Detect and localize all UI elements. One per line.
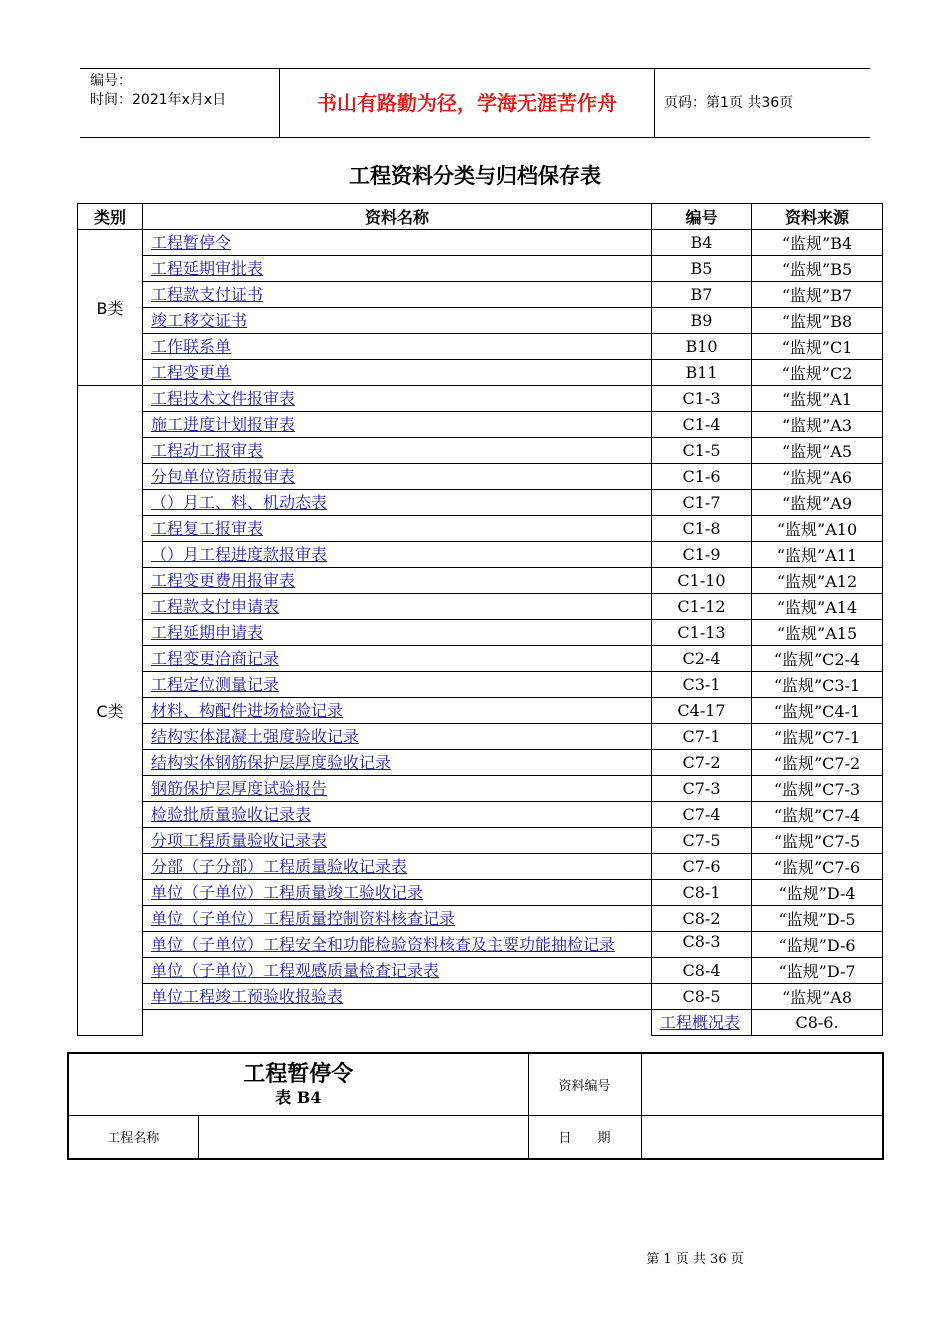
- document-title: 工程资料分类与归档保存表: [349, 164, 601, 188]
- form-info-row: [68, 1115, 883, 1159]
- row-code: B9: [652, 308, 752, 334]
- row-source: “监规”A6: [752, 464, 883, 490]
- row-source: “监规”A8: [752, 984, 883, 1010]
- row-name-cell: [652, 1010, 752, 1036]
- row-code: C7-2: [652, 750, 752, 776]
- category-b: B类: [78, 230, 143, 386]
- row-source: “监规”A14: [752, 594, 883, 620]
- row-name-link[interactable]: 工作联系单: [151, 337, 232, 356]
- row-name-link[interactable]: 工程概况表: [660, 1013, 741, 1032]
- table-row: [78, 490, 883, 516]
- doc-no-label: 资料编号: [528, 1053, 641, 1115]
- row-name-link[interactable]: 分项工程质量验收记录表: [151, 831, 328, 850]
- table-row: [78, 464, 883, 490]
- row-name-cell: [143, 568, 652, 594]
- table-row: [78, 984, 883, 1010]
- date-label: 日 期: [528, 1115, 641, 1159]
- row-name-link[interactable]: 工程技术文件报审表: [151, 389, 296, 408]
- row-name-cell: [143, 542, 652, 568]
- form-title-cell: [68, 1053, 528, 1115]
- row-name-link[interactable]: 工程款支付证书: [151, 285, 264, 304]
- row-name-cell: [143, 854, 652, 880]
- table-row: [78, 958, 883, 984]
- row-name-link[interactable]: （）月工、料、机动态表: [151, 493, 328, 512]
- row-name-cell: [143, 230, 652, 256]
- table-row: [78, 750, 883, 776]
- row-source: “监规”A15: [752, 620, 883, 646]
- row-code: B4: [652, 230, 752, 256]
- row-source: “监规”A1: [752, 386, 883, 412]
- row-source: “监规”C2: [752, 360, 883, 386]
- row-name-link[interactable]: （）月工程进度款报审表: [151, 545, 328, 564]
- row-name-cell: [143, 880, 652, 906]
- row-name-cell: [143, 646, 652, 672]
- row-code: C8-3: [652, 932, 752, 958]
- table-row: [78, 334, 883, 360]
- row-name-link[interactable]: 分部（子分部）工程质量验收记录表: [151, 857, 408, 876]
- table-row: [78, 724, 883, 750]
- row-name-cell: [143, 620, 652, 646]
- table-row: [78, 802, 883, 828]
- row-name-link[interactable]: 钢筋保护层厚度试验报告: [151, 779, 328, 798]
- row-code: B5: [652, 256, 752, 282]
- row-name-cell: [143, 334, 652, 360]
- row-code: B11: [652, 360, 752, 386]
- row-source: “监规”B4: [752, 230, 883, 256]
- table-row: [78, 932, 883, 958]
- header-slogan: 书山有路勤为径，学海无涯苦作舟: [280, 69, 655, 137]
- row-name-cell: [143, 802, 652, 828]
- row-source: “监规”B7: [752, 282, 883, 308]
- row-source: “监规”A3: [752, 412, 883, 438]
- row-code: C8-2: [652, 906, 752, 932]
- table-row: [78, 776, 883, 802]
- row-source: “监规”D-5: [752, 906, 883, 932]
- row-name-cell: [143, 386, 652, 412]
- row-name-link[interactable]: 分包单位资质报审表: [151, 467, 296, 486]
- row-name-link[interactable]: 检验批质量验收记录表: [151, 805, 312, 824]
- table-row: [78, 880, 883, 906]
- row-code: C8-1: [652, 880, 752, 906]
- row-name-cell: [143, 724, 652, 750]
- row-code: C1-8: [652, 516, 752, 542]
- row-name-link[interactable]: 单位（子单位）工程观感质量检查记录表: [151, 961, 440, 980]
- row-name-link[interactable]: 工程延期申请表: [151, 623, 264, 642]
- row-name-cell: [143, 906, 652, 932]
- row-code: C1-4: [652, 412, 752, 438]
- table-row: [78, 594, 883, 620]
- row-name-cell: [143, 750, 652, 776]
- row-name-cell: [143, 776, 652, 802]
- row-code: C7-6: [652, 854, 752, 880]
- row-code: C1-10: [652, 568, 752, 594]
- row-name-link[interactable]: 工程变更洽商记录: [151, 649, 280, 668]
- row-source: “监规”C7-5: [752, 828, 883, 854]
- row-source: “监规”C7-6: [752, 854, 883, 880]
- row-source: “监规”D-7: [752, 958, 883, 984]
- row-name-cell: [143, 594, 652, 620]
- row-name-link[interactable]: 工程延期审批表: [151, 259, 264, 278]
- row-name-link[interactable]: 结构实体钢筋保护层厚度验收记录: [151, 753, 392, 772]
- table-row: [78, 620, 883, 646]
- row-name-link[interactable]: 单位（子单位）工程质量控制资料核查记录: [151, 909, 456, 928]
- row-code: C2-4: [652, 646, 752, 672]
- table-row: [78, 828, 883, 854]
- row-name-link[interactable]: 工程动工报审表: [151, 441, 264, 460]
- row-name-cell: [143, 698, 652, 724]
- row-name-link[interactable]: 结构实体混凝土强度验收记录: [151, 727, 360, 746]
- row-code: C8-4: [652, 958, 752, 984]
- row-name-link[interactable]: 材料、构配件进场检验记录: [151, 701, 344, 720]
- table-row: [78, 256, 883, 282]
- suspension-order-form: [67, 1052, 884, 1160]
- table-row: [78, 542, 883, 568]
- row-name-cell: [143, 360, 652, 386]
- row-name-link[interactable]: 工程变更单: [151, 363, 232, 382]
- archive-table: [77, 203, 883, 1036]
- row-name-link[interactable]: 工程变更费用报审表: [151, 571, 296, 590]
- date-field[interactable]: [641, 1115, 883, 1159]
- row-name-cell: [143, 438, 652, 464]
- number-label: 编号：: [90, 73, 132, 89]
- row-source: “监规”A12: [752, 568, 883, 594]
- table-row: [78, 672, 883, 698]
- row-source: “监规”A9: [752, 490, 883, 516]
- row-source: “监规”C4-1: [752, 698, 883, 724]
- row-code: C1-3: [652, 386, 752, 412]
- row-code: C4-17: [652, 698, 752, 724]
- row-source: “监规”B8: [752, 308, 883, 334]
- row-name-link[interactable]: 施工进度计划报审表: [151, 415, 296, 434]
- table-row: [78, 1010, 883, 1036]
- table-row: [78, 438, 883, 464]
- row-name-cell: [143, 308, 652, 334]
- row-code: C8-5: [652, 984, 752, 1010]
- table-row: [78, 906, 883, 932]
- row-code: C7-3: [652, 776, 752, 802]
- table-row: [78, 308, 883, 334]
- form-subtitle: 表 B4: [275, 1088, 322, 1108]
- row-source: “监规”A5: [752, 438, 883, 464]
- col-header-source: 资料来源: [752, 204, 883, 230]
- table-row: [78, 386, 883, 412]
- row-source: “监规”C3-1: [752, 672, 883, 698]
- row-name-link[interactable]: 工程暂停令: [151, 233, 232, 252]
- row-code: C7-5: [652, 828, 752, 854]
- row-code: C1-13: [652, 620, 752, 646]
- table-row: [78, 698, 883, 724]
- table-header-row: [78, 204, 883, 230]
- header-meta: [80, 69, 280, 137]
- row-code: C1-7: [652, 490, 752, 516]
- table-row: [78, 516, 883, 542]
- category-empty: [143, 1010, 652, 1036]
- row-code: C1-6: [652, 464, 752, 490]
- row-name-link[interactable]: 单位工程竣工预验收报验表: [151, 987, 344, 1006]
- row-source: “监规”C7-4: [752, 802, 883, 828]
- row-code: B7: [652, 282, 752, 308]
- row-name-link[interactable]: 竣工移交证书: [151, 311, 248, 330]
- page-header: [80, 68, 870, 138]
- form-title: 工程暂停令: [243, 1062, 354, 1088]
- row-source: “监规”C2-4: [752, 646, 883, 672]
- row-name-cell: [143, 958, 652, 984]
- row-source: “监规”C7-3: [752, 776, 883, 802]
- table-row: [78, 230, 883, 256]
- table-row: [78, 282, 883, 308]
- category-c: C类: [78, 386, 143, 1036]
- col-header-category: 类别: [78, 204, 143, 230]
- form-title-row: [68, 1053, 883, 1115]
- row-code: C7-1: [652, 724, 752, 750]
- table-row: [78, 360, 883, 386]
- row-name-cell: [143, 282, 652, 308]
- row-name-cell: [143, 464, 652, 490]
- row-code: C1-12: [652, 594, 752, 620]
- row-code: C1-5: [652, 438, 752, 464]
- row-code: C8-6.: [752, 1010, 883, 1036]
- time-label: 时间：2021年x月x日: [90, 92, 227, 108]
- doc-no-field[interactable]: [641, 1053, 883, 1115]
- page-footer: 第 1 页 共 36 页: [646, 1252, 744, 1267]
- row-name-cell: [143, 672, 652, 698]
- row-source: “监规”C7-2: [752, 750, 883, 776]
- table-row: [78, 646, 883, 672]
- row-name-link[interactable]: 工程复工报审表: [151, 519, 264, 538]
- row-source: “监规”A10: [752, 516, 883, 542]
- row-source: “监规”D-4: [752, 880, 883, 906]
- row-name-cell: [143, 828, 652, 854]
- table-row: [78, 412, 883, 438]
- row-code: C7-4: [652, 802, 752, 828]
- project-name-label: 工程名称: [68, 1115, 198, 1159]
- col-header-code: 编号: [652, 204, 752, 230]
- row-source: “监规”D-6: [752, 932, 883, 958]
- row-name-link[interactable]: 工程定位测量记录: [151, 675, 280, 694]
- table-row: [78, 568, 883, 594]
- row-name-cell: [143, 256, 652, 282]
- row-code: C3-1: [652, 672, 752, 698]
- row-code: B10: [652, 334, 752, 360]
- row-code: C1-9: [652, 542, 752, 568]
- header-page-info: 页码：第1页 共36页: [664, 95, 794, 111]
- row-name-link[interactable]: 工程款支付申请表: [151, 597, 280, 616]
- project-name-field[interactable]: [198, 1115, 528, 1159]
- row-name-cell: [143, 516, 652, 542]
- table-row: [78, 854, 883, 880]
- row-source: “监规”A11: [752, 542, 883, 568]
- row-name-cell: [143, 932, 652, 958]
- col-header-name: 资料名称: [143, 204, 652, 230]
- row-name-cell: [143, 412, 652, 438]
- row-name-link[interactable]: 单位（子单位）工程质量竣工验收记录: [151, 883, 424, 902]
- row-name-link[interactable]: 单位（子单位）工程安全和功能检验资料核查及主要功能抽检记录: [151, 935, 616, 954]
- row-source: “监规”C1: [752, 334, 883, 360]
- row-name-cell: [143, 490, 652, 516]
- row-source: “监规”C7-1: [752, 724, 883, 750]
- row-name-cell: [143, 984, 652, 1010]
- row-source: “监规”B5: [752, 256, 883, 282]
